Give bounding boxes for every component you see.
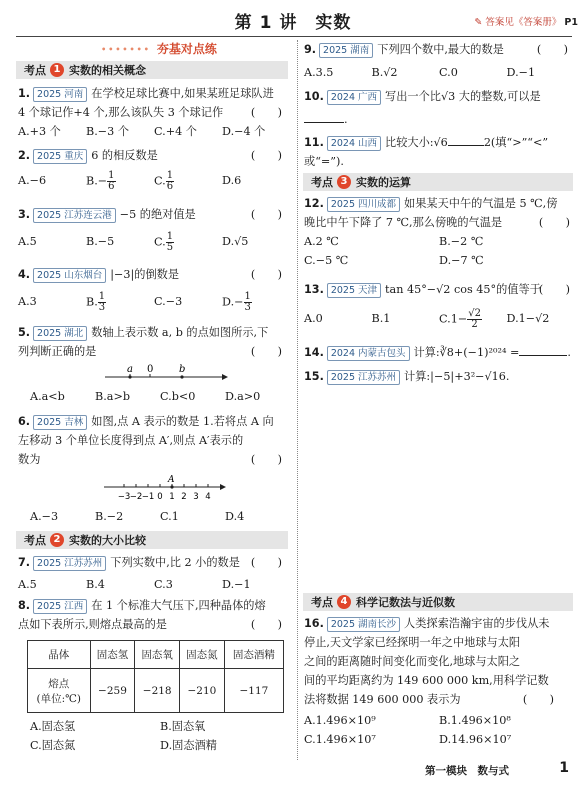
question-number: 11. [304,136,324,149]
source-tag: 2025 江苏连云港 [33,208,116,223]
tick-label: −3 [117,492,131,502]
numerator: 1 [166,231,174,242]
question-text: 法将数据 149 600 000 表示为 [304,693,461,706]
question-text: −5 的绝对值是 [119,208,196,221]
option-d: D.14.96×10⁷ [439,733,512,746]
answer-paren: ( ) [250,618,282,631]
answer-blank[interactable] [448,145,484,146]
topic-title: 科学记数法与近似数 [356,596,455,609]
topic-number: 1 [50,63,64,77]
option-a: A.0 [304,312,323,325]
option-a: A.3 [18,295,37,308]
question-text: 间的平均距离约为 149 600 000 km,用科学记数 [304,674,549,687]
answer-paren: ( ) [250,453,282,466]
options [18,171,290,192]
numerator: 1 [108,170,115,181]
option-b: B.−2 ℃ [439,235,484,248]
table-header: 固态氢 [90,641,135,669]
denominator: 3 [244,302,251,313]
question-text: 左移动 3 个单位长度得到点 A′,则点 A′表示的 [18,434,244,447]
row-label-line: (单位:℃) [36,692,82,705]
question-text: . [344,113,348,126]
source-tag: 2024 山西 [327,136,381,151]
question-number: 10. [304,90,324,103]
question-text: 6 的相反数是 [91,149,158,162]
option-text: C. [154,174,166,188]
kaodian-label: 考点 [24,64,46,77]
question-number: 5. [18,326,31,339]
tick-label: −2 [129,492,143,502]
answer-blank[interactable] [304,122,344,123]
question-1 [18,84,290,141]
option-a: A.固态氢 [30,720,76,733]
column-divider [297,40,298,760]
point-b-label: b [179,364,186,375]
answer-paren: ( ) [538,216,570,229]
question-15 [304,367,574,386]
page-title: 第 1 讲 实数 [234,13,352,33]
question-text: 点如下表所示,则熔点最高的是 [18,618,167,631]
option-a: A.−3 [30,510,59,523]
question-text: 写出一个比√3 大的整数,可以是 [385,90,541,103]
tick-label: 1 [169,492,175,502]
question-text: 列判断正确的是 [18,345,97,358]
tick-label: 4 [205,492,211,502]
table-row [28,669,284,713]
topic-4-header [303,593,573,611]
answer-paren: ( ) [250,268,282,281]
kaodian-label: 考点 [311,596,333,609]
option-b: B.1 [371,312,391,325]
options [304,63,574,82]
source-tag: 2025 山东烟台 [33,268,106,283]
question-text: 之间的距离随时间变化而变化,地球与太阳之 [304,655,521,668]
question-text: 计算:∛8+(−1)²⁰²⁴ = [413,346,520,359]
question-8 [18,596,290,634]
melting-point-table [27,640,284,713]
question-number: 12. [304,197,324,210]
origin-label: 0 [147,364,154,375]
kaodian-label: 考点 [311,176,333,189]
question-16 [304,614,574,749]
question-text: 或“=”). [304,155,344,168]
question-12 [304,194,574,270]
row-label [28,669,91,713]
option-c: C.固态氮 [30,739,76,752]
number-line-ab [100,364,230,384]
topic-title: 实数的相关概念 [69,64,146,77]
question-text: 下列实数中,比 2 小的数是 [110,556,240,569]
source-tag: 2025 吉林 [33,415,87,430]
option-b: B.1.496×10⁸ [439,714,511,727]
topic-number: 4 [337,595,351,609]
question-number: 14. [304,346,324,359]
denominator: 6 [166,181,174,192]
option-c: C.b<0 [160,390,196,403]
option-a: A.5 [18,578,37,591]
source-tag: 2024 内蒙古包头 [327,346,410,361]
topic-title: 实数的大小比较 [69,534,146,547]
table-cell: −210 [180,669,225,713]
question-text: 计算:|−5|+3²−√16. [404,370,510,383]
answer-blank[interactable] [519,355,567,356]
question-13 [304,280,574,330]
question-text: 下列四个数中,最大的数是 [377,43,504,56]
question-6-options [30,507,290,526]
question-4 [18,265,290,313]
kaodian-label: 考点 [24,534,46,547]
point-a-label: a [127,364,133,375]
numerator: 1 [244,291,251,302]
topic-2-header [16,531,288,549]
answer-ref-text: 答案见《答案册》 [485,17,562,28]
source-tag: 2025 江苏苏州 [33,556,106,571]
option-b: B.−2 [95,510,124,523]
options [18,122,290,141]
question-text: 停止,天文学家已经探明一年之中地球与太阳 [304,636,521,649]
option-c: C.−3 [154,295,183,308]
question-number: 2. [18,149,31,162]
option-d: D.−1 [222,578,251,591]
question-text: 2(填“>”“<” [483,136,549,149]
table-header: 固态氮 [180,641,225,669]
table-header-row [28,641,284,669]
numerator: 1 [98,291,106,302]
option-c: C.3 [154,578,173,591]
option-b [86,171,154,192]
table-header: 固态酒精 [224,641,283,669]
table-header: 晶体 [28,641,91,669]
topic-3-header [303,173,573,191]
options [304,730,574,749]
question-7 [18,553,290,594]
question-text: 在学校足球比赛中,如果某班足球队进 [91,87,274,100]
question-text: 数为 [18,453,41,466]
row-label-line: 熔点 [48,677,70,690]
source-tag: 2024 广西 [327,90,381,105]
option-d: D.固态酒精 [160,739,217,752]
question-8-options [30,717,290,755]
numerator: 1 [166,170,174,181]
answer-paren: ( ) [250,106,282,119]
source-tag: 2025 湖南长沙 [327,617,400,632]
answer-paren: ( ) [536,43,568,56]
question-text: 4 个球记作+4 个,那么该队失 3 个球记作 [18,106,224,119]
denominator: 3 [98,302,106,313]
source-tag: 2025 重庆 [33,149,87,164]
number-line-a [100,474,230,502]
source-tag: 2025 湖北 [33,326,87,341]
question-number: 1. [18,87,31,100]
source-tag: 2025 四川成都 [327,197,400,212]
source-tag: 2025 江苏苏州 [327,370,400,385]
answer-paren: ( ) [250,556,282,569]
option-c: C.+4 个 [154,125,197,138]
options [304,309,574,330]
question-number: 9. [304,43,317,56]
topic-number: 2 [50,533,64,547]
option-b: B.4 [86,578,105,591]
question-text: 人类探索浩瀚宇宙的步伐从未 [404,617,550,630]
option-d [222,292,290,313]
table-cell: −117 [224,669,283,713]
option-b: B.−3 个 [86,125,130,138]
option-b [86,292,154,313]
question-9 [304,40,574,82]
option-text: B. [86,295,98,309]
option-c [154,171,222,192]
table-cell: −218 [135,669,180,713]
option-c [439,309,507,330]
question-3 [18,205,290,253]
options [18,292,290,313]
question-11 [304,133,574,171]
option-b: B.√2 [371,66,398,79]
source-tag: 2025 湖南 [319,43,373,58]
table-cell: −259 [90,669,135,713]
answer-paren: ( ) [250,208,282,221]
section-heading: ••••••• 夯基对点练 ••••••• [66,40,246,71]
question-number: 16. [304,617,324,630]
page-number: 1 [559,760,569,776]
question-14 [304,343,574,362]
option-text: C.1− [439,312,468,326]
question-6 [18,412,290,469]
title-rule [16,36,572,37]
option-d: D.√5 [222,235,249,248]
answer-paren: ( ) [250,149,282,162]
question-number: 8. [18,599,31,612]
option-text: D.− [222,295,244,309]
question-5 [18,323,290,361]
question-text: 比较大小:√6 [385,136,448,149]
question-text: 在 1 个标准大气压下,四种晶体的熔 [91,599,266,612]
question-text: tan 45°−√2 cos 45°的值等于 [385,283,541,296]
options [18,232,290,253]
topic-1-header [16,61,288,79]
question-number: 3. [18,208,31,221]
answer-paren: ( ) [538,283,570,296]
option-b: B.−5 [86,235,115,248]
option-d: D.−1 [506,66,536,79]
option-d: D.−4 个 [222,125,266,138]
question-number: 13. [304,283,324,296]
option-c: C.0 [439,66,458,79]
question-text: 晚比中午下降了 7 ℃,那么傍晚的气温是 [304,216,503,229]
question-number: 15. [304,370,324,383]
source-tag: 2025 江西 [33,599,87,614]
option-d: D.4 [225,510,245,523]
source-tag: 2025 河南 [33,87,87,102]
tick-label: 0 [157,492,163,502]
question-5-options [30,387,290,406]
question-number: 4. [18,268,31,281]
option-c: C.−5 ℃ [304,254,349,267]
source-tag: 2025 天津 [327,283,381,298]
denominator: 6 [108,181,115,192]
option-d: D.−7 ℃ [439,254,484,267]
option-text: B.− [86,174,108,188]
option-d: D.1−√2 [506,312,550,325]
denominator: 2 [471,319,478,330]
option-a: A.+3 个 [18,125,61,138]
option-b: B.固态氧 [160,720,206,733]
numerator: √2 [468,308,481,319]
option-c [154,232,222,253]
question-number: 7. [18,556,31,569]
footer [425,758,573,782]
option-a: A.3.5 [304,66,334,79]
options [18,575,290,594]
option-a: A.5 [18,235,37,248]
option-a: A.2 ℃ [304,235,339,248]
options [304,232,574,251]
question-text: . [567,346,571,359]
question-number: 6. [18,415,31,428]
option-c: C.1 [160,510,179,523]
question-text: 数轴上表示数 a, b 的点如图所示,下 [91,326,269,339]
answer-reference [474,14,578,28]
question-text: 如图,点 A 表示的数是 1.若将点 A 向 [91,415,274,428]
options [304,711,574,730]
module-label: 第一模块 数与式 [425,765,509,777]
tick-label: 2 [181,492,187,502]
question-10 [304,87,574,129]
option-d: D.6 [222,174,242,187]
option-a: A.−6 [18,174,47,187]
question-text: 如果某天中午的气温是 5 ℃,傍 [404,197,558,210]
option-d: D.a>0 [225,390,261,403]
question-2 [18,146,290,192]
option-text: C. [154,235,166,249]
table-header: 固态氧 [135,641,180,669]
tick-label: −1 [141,492,155,502]
options [304,251,574,270]
option-c: C.1.496×10⁷ [304,733,376,746]
answer-paren: ( ) [522,693,554,706]
topic-title: 实数的运算 [356,176,411,189]
tick-label: 3 [193,492,199,502]
option-a: A.a<b [30,390,65,403]
answer-page: P1 [564,17,578,28]
point-a-label: A [168,475,175,485]
denominator: 5 [166,242,174,253]
answer-paren: ( ) [250,345,282,358]
option-b: B.a>b [95,390,130,403]
topic-number: 3 [337,175,351,189]
question-text: |−3|的倒数是 [110,268,180,281]
option-a: A.1.496×10⁹ [304,714,376,727]
pencil-icon: ✎ [474,17,483,28]
